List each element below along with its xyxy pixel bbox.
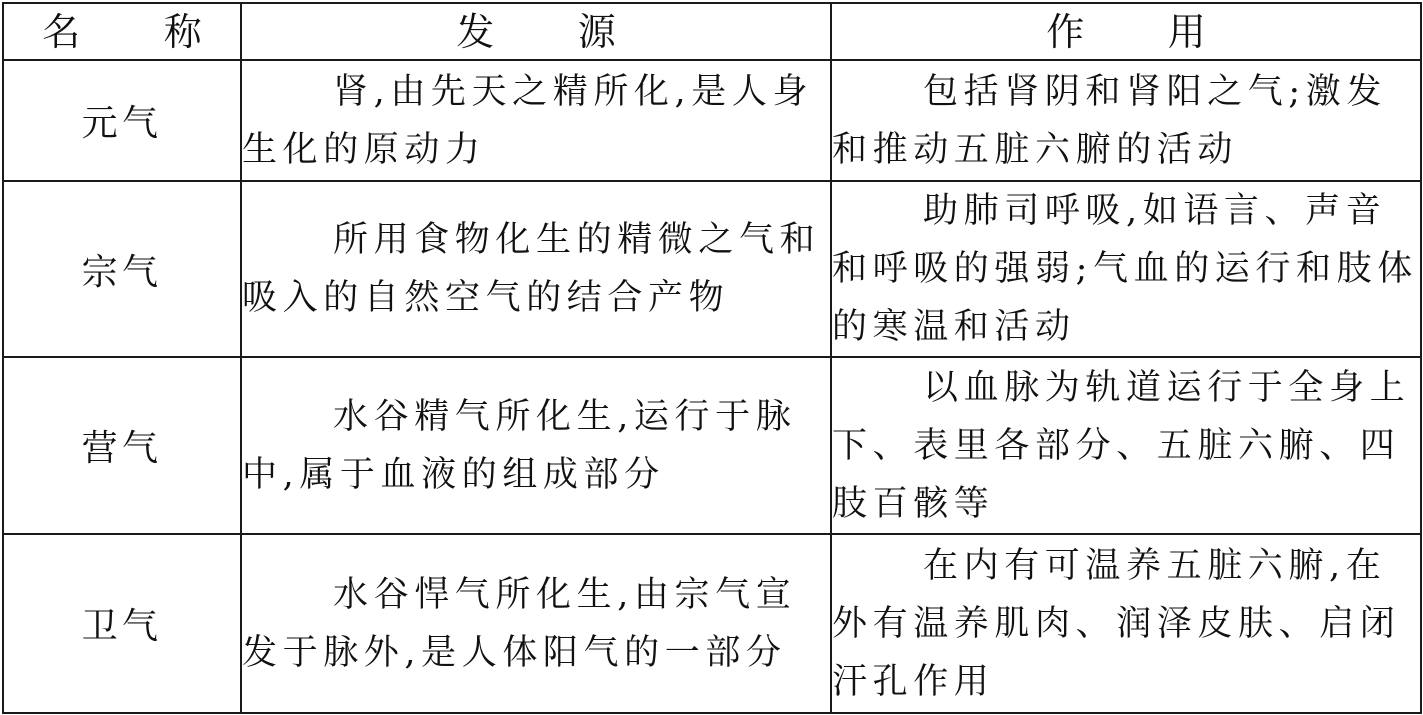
row-origin-cell: 所用食物化生的精微之气和吸入的自然空气的结合产物 [241,181,831,357]
row-name-cell: 卫气 [3,534,241,713]
table-row [3,534,1421,713]
row-name-cell: 元气 [3,60,241,181]
qi-types-table [2,2,1422,714]
table-row [3,60,1421,181]
header-name: 名 称 [3,3,241,60]
table-row [3,357,1421,534]
table-row [3,181,1421,357]
row-function-cell: 助肺司呼吸,如语言、声音和呼吸的强弱;气血的运行和肢体的寒温和活动 [831,181,1421,357]
row-origin-cell: 肾,由先天之精所化,是人身生化的原动力 [241,60,831,181]
row-function-cell: 包括肾阴和肾阳之气;激发和推动五脏六腑的活动 [831,60,1421,181]
header-function: 作 用 [831,3,1421,60]
header-origin: 发 源 [241,3,831,60]
row-name-cell: 营气 [3,357,241,534]
table-header-row [3,3,1421,60]
row-origin-cell: 水谷悍气所化生,由宗气宣发于脉外,是人体阳气的一部分 [241,534,831,713]
row-function-cell: 在内有可温养五脏六腑,在外有温养肌肉、润泽皮肤、启闭汗孔作用 [831,534,1421,713]
row-name-cell: 宗气 [3,181,241,357]
row-function-cell: 以血脉为轨道运行于全身上下、表里各部分、五脏六腑、四肢百骸等 [831,357,1421,534]
row-origin-cell: 水谷精气所化生,运行于脉中,属于血液的组成部分 [241,357,831,534]
